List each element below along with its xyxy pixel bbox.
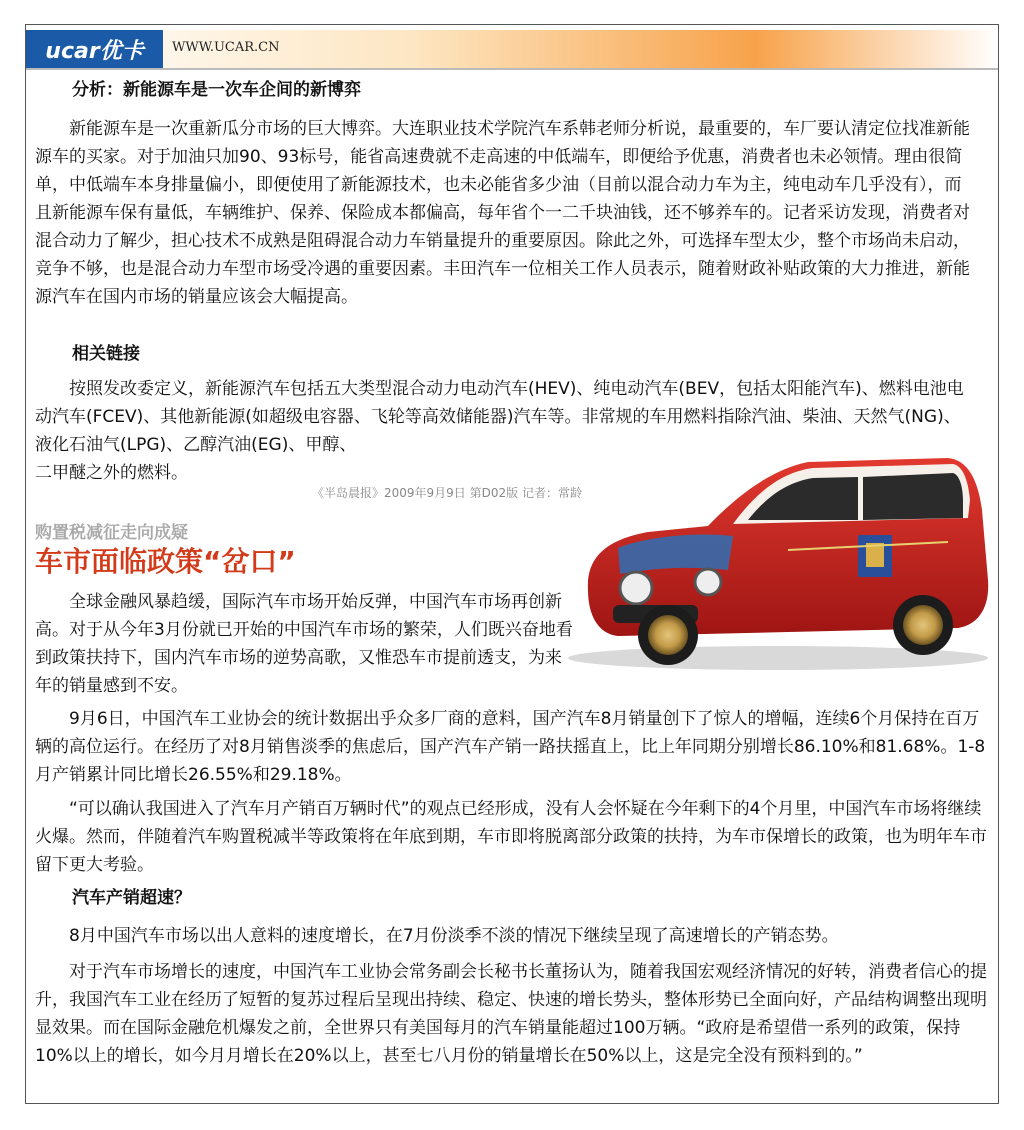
article-paragraph-2: 9月6日，中国汽车工业协会的统计数据出乎众多厂商的意料，国产汽车8月销量创下了惊人的增幅，连续6个月保持在百万辆的高位运行。在经历了对8月销售淡季的焦虑后，国产汽车产销一路扶摇直上，比上年同期分别增长86.10%和81.68%。1-8月产销累计同比增长26.55%和29.18%。 (35, 709, 986, 785)
analysis-paragraph: 新能源车是一次重新瓜分市场的巨大博弈。大连职业技术学院汽车系韩老师分析说，最重要的，车厂要认清定位找准新能源车的买家。对于加油只加90、93标号，能省高速费就不走高速的中低端车，即便给予优惠，消费者也未必领情。理由很简单，中低端车本身排量偏小，即便使用了新能源技术，也未必能省多少油（目前以混合动力车为主，纯电动车几乎没有），而且新能源车保有量低，车辆维护、保养、保险成本都偏高，每年省个一二千块油钱，还不够养车的。记者采访发现，消费者对混合动力了解少，担心技术不成熟是阻碍混合动力车销量提升的重要原因。除此之外，可选择车型太少，整个市场尚未启动，竞争不够，也是混合动力车型市场受冷遇的重要因素。丰田汽车一位相关工作人员表示，随着财政补贴政策的大力推进，新能源汽车在国内市场的销量应该会大幅提高。 (35, 119, 970, 307)
article-paragraph-3: “可以确认我国进入了汽车月产销百万辆时代”的观点已经形成，没有人会怀疑在今年剩下的4个月里，中国汽车市场将继续火爆。然而，伴随着汽车购置税减半等政策将在年底到期，车市即将脱离部分政策的扶持，为车市保增长的政策，也为明年车市留下更大考验。 (35, 799, 987, 875)
links-paragraph: 按照发改委定义，新能源汽车包括五大类型混合动力电动汽车(HEV)、纯电动汽车(BEV，包括太阳能汽车)、燃料电池电动汽车(FCEV)、其他新能源(如超级电容器、飞轮等高效储能器)汽车等。非常规的车用燃料指除汽油、柴油、天然气(NG)、液化石油气(LPG)、乙醇汽油(EG)、甲醇、 (35, 379, 964, 455)
red-mini-cooper-car-image (558, 440, 994, 672)
article-headline: 车市面临政策“岔口” (35, 545, 296, 578)
section-heading-analysis: 分析：新能源车是一次车企间的新博弈 (72, 80, 361, 100)
article-paragraph-5: 对于汽车市场增长的速度，中国汽车工业协会常务副会长秘书长董扬认为，随着我国宏观经济情况的好转，消费者信心的提升，我国汽车工业在经历了短暂的复苏过程后呈现出持续、稳定、快速的增长势头，整体形势已全面向好，产品结构调整出现明显效果。而在国际金融危机爆发之前，全世界只有美国每月的汽车销量能超过100万辆。“政府是希望借一系列的政策，保持10%以上的增长，如今月月增长在20%以上，甚至七八月份的销量增长在50%以上，这是完全没有预料到的。” (35, 962, 987, 1066)
section-heading-links: 相关链接 (72, 344, 140, 364)
article-subheading: 汽车产销超速？ (72, 888, 191, 908)
source-credit: 《半岛晨报》2009年9月9日 第D02版 记者：常龄 (312, 486, 582, 500)
article-paragraph-4: 8月中国汽车市场以出人意料的速度增长，在7月份淡季不淡的情况下继续呈现了高速增长的产销态势。 (69, 926, 839, 946)
article-kicker: 购置税减征走向成疑 (35, 523, 188, 543)
header-divider (26, 68, 998, 70)
links-paragraph-end: 二甲醚之外的燃料。 (35, 463, 188, 483)
site-url[interactable]: WWW.UCAR.CN (172, 40, 280, 55)
ucar-logo[interactable]: ucar优卡 (26, 30, 163, 68)
article-paragraph-1: 全球金融风暴趋缓，国际汽车市场开始反弹，中国汽车市场再创新高。对于从今年3月份就已开始的中国汽车市场的繁荣，人们既兴奋地看到政策扶持下，国内汽车市场的逆势高歌，又惟恐车市提前透支，为来年的销量感到不安。 (35, 592, 573, 696)
